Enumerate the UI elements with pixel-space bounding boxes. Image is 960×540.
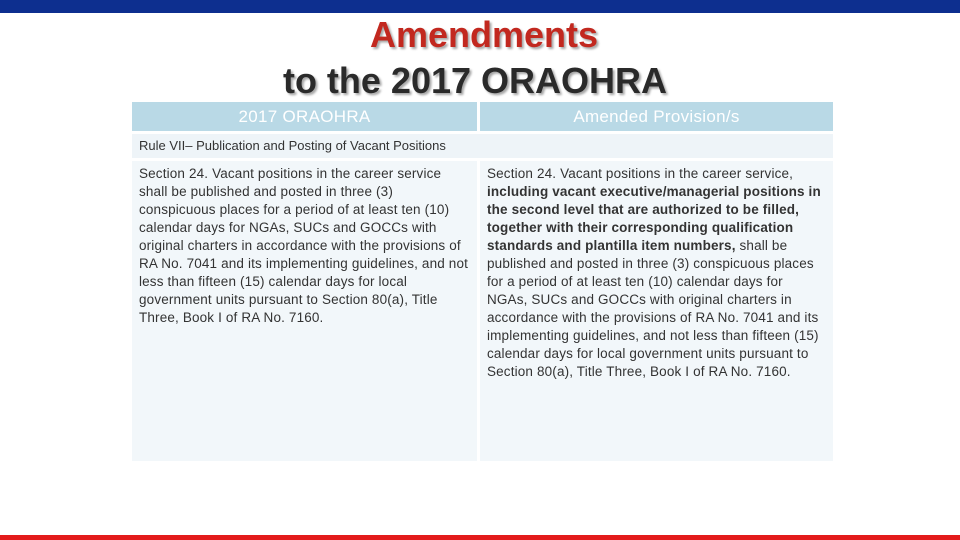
amended-text-bold: including vacant executive/managerial positions in the second level that are authorized to be filled, together with their corresponding qualification standards and plantilla item numbers, <box>487 184 821 253</box>
table-header-row <box>132 102 833 131</box>
amended-text-part-2: shall be published and posted in three (3) conspicuous places for a period of at least ten (10) calendar days for NGAs, SUCs and GOCCs with original charters in accordance with the provisions of RA No. 7041 and its implementing guidelines, and not less than fifteen (15) calendar days for local government units pursuant to Section 80(a), Title Three, Book I of RA No. 7160. <box>487 238 819 379</box>
amended-provision-text <box>480 161 833 461</box>
bottom-accent-bar <box>0 535 960 540</box>
amended-text-part-1: Section 24. Vacant positions in the career service, <box>487 166 794 181</box>
amendments-table <box>132 102 833 461</box>
header-amended-provisions: Amended Provision/s <box>480 102 833 131</box>
table-body-row <box>132 161 833 461</box>
slide-title-line-1: Amendments <box>369 14 599 55</box>
top-accent-bar <box>0 0 960 13</box>
rule-row: Rule VII– Publication and Posting of Vacant Positions <box>132 134 833 158</box>
header-2017-oraohra: 2017 ORAOHRA <box>132 102 477 131</box>
slide-title-line-2: to the 2017 ORAOHRA <box>282 60 668 101</box>
original-provision-text: Section 24. Vacant positions in the career service shall be published and posted in three (3) conspicuous places for a period of at least ten (10) calendar days for NGAs, SUCs and GOCCs with original charters in accordance with the provisions of RA No. 7041 and its implementing guidelines, and not less than fifteen (15) calendar days for local government units pursuant to Section 80(a), Title Three, Book I of RA No. 7160. <box>132 161 477 461</box>
